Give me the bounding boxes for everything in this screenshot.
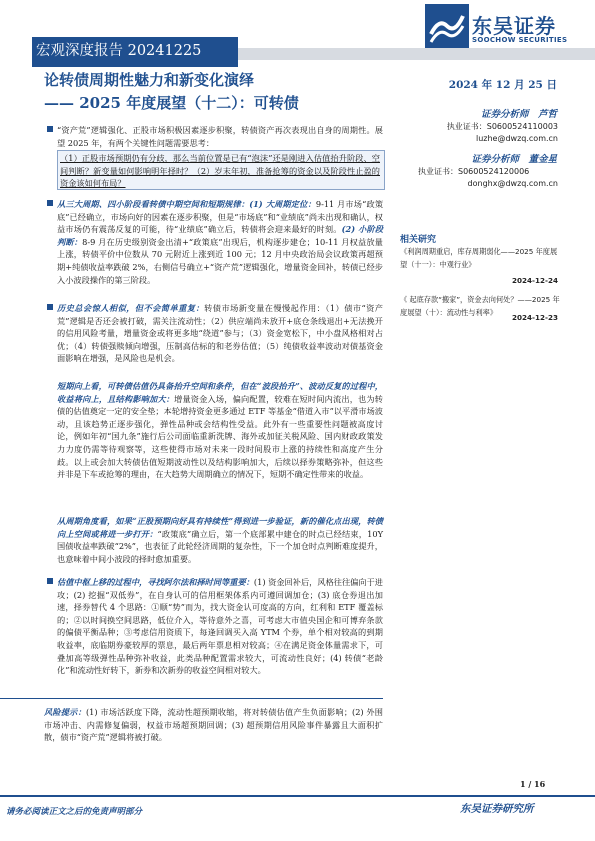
section-heading: 估值中枢上移的过程中，寻找阿尔法和择时同等重要： [57, 577, 254, 587]
logo-chinese-text: 东吴证券 [472, 14, 556, 38]
section-heading: 从三大周期、四小阶段看转债中期空间和短期规律： [57, 199, 250, 209]
analyst-1-cert: 执业证书：S0600524110003 [446, 122, 558, 131]
footer-divider [0, 795, 595, 797]
risk-text: (1) 市场活跃度下降，流动性超预期收缩，将对转债估值产生负面影响；(2) 外围市场冲击、内需修复偏弱，权益市场超预期回调；(3) 超预期信用风险事件暴露且大面积扩散，债市“资产荒”逻辑将被打破。 [44, 707, 383, 743]
section-text: “政策底”确立后，第一个底部累中建仓的时点已经结束，10Y 国债收益率跌破“2%”，也表征了此轮经济周期的复杂性，下一个加仓时点判断难度提升，也意味着中间小波段的择时愈加重要。 [57, 528, 383, 564]
section-text: 9-11 月市场“政策底”已经确立，市场向好的因素在逐步积聚，但是“市场底”和“业绩底”尚未出现和确认，权益市场仍有震荡反复的可能，待“业绩底”确立后，转债将会迎来最好的时刻。 [57, 199, 384, 235]
disclaimer-note: 请务必阅读正文之后的免责声明部分 [6, 807, 143, 817]
section-alpha-timing [57, 576, 383, 677]
questions-text: （1）正股市场预期仍有分歧，那么当前位置是已有“泡沫”还是刚进入估值抬升阶段、空间判断？新变量如何影响明年择时？（2）岁末年初，准备抢筹的资金以及阶段性止盈的资金该如何布局？ [60, 153, 380, 189]
institute-name: 东吴证券研究所 [460, 803, 534, 815]
related-research-title: 相关研究 [400, 235, 437, 245]
header-grey-bar [238, 48, 595, 60]
section-three-cycles [57, 198, 383, 286]
analyst-2-cert: 执业证书：S0600524120006 [418, 167, 530, 176]
report-type: 宏观深度报告 20241225 [36, 43, 202, 59]
report-title: 论转债周期性魅力和新变化演绎 [44, 71, 255, 89]
analyst-2-name: 证券分析师 董金星 [471, 154, 557, 165]
intro-text: “资产荒”逻辑强化、正股市场积极因素逐步积聚，转债资产再次表现出自身的周期性。展望 2025 年，有两个关键性问题需要思考： [57, 125, 383, 148]
page-number: 1 / 16 [520, 779, 546, 789]
report-subtitle: —— 2025 年度展望（十二）：可转债 [44, 94, 299, 112]
risk-divider [0, 698, 383, 699]
bullet-marker [47, 304, 53, 310]
intro-paragraph [57, 124, 383, 149]
section-heading: 从周期角度看，如果“正股预期向好具有持续性”得到进一步验证，新的催化点出现，转债向上空间或将进一步打开： [57, 516, 383, 539]
analyst-2-email[interactable]: donghx@dwzq.com.cn [467, 179, 558, 188]
bullet-marker [47, 126, 53, 132]
bullet-marker [47, 200, 53, 206]
risk-heading: 风险提示： [44, 707, 86, 717]
analyst-1-name: 证券分析师 芦哲 [480, 109, 557, 120]
section-heading: 历史总会惊人相似，但不会简单重复： [57, 303, 205, 313]
section-text: 8-9 月在历史级别资金出清+“政策底”出现后，机构逐步建仓；10-11 月权益放量上涨，转债平价中位数从 70 元附近上涨到近 100 元；12 月中央政治局会议政策再超预期+纯债收益率跌破 2%，右侧信号确立+“资产荒”逻辑强化，增量资金回补，转债已经步入小波段操作的第三阶段。 [57, 236, 383, 285]
soochow-logo-icon [425, 4, 469, 48]
bullet-marker [47, 578, 53, 584]
analyst-1-email[interactable]: luzhe@dwzq.com.cn [475, 134, 558, 143]
section-text: 转债市场新变量在慢慢起作用：（1）债市“资产荒”逻辑是否还会被打破，需关注流动性；（2）供应端尚未放开+底仓条线退出+无法挽开的信用风险考量，增量资金或将更多地“绕道”参与；（3）资金宽松下，中小盘风格相对占优；（4）转债强赎倾向增强，压制高估标的和老券估值；（5）纯债收益率波动对债基资金面影响在增强，是风险也是机会。 [57, 303, 383, 364]
report-date: 2024 年 12 月 25 日 [448, 79, 557, 91]
section-short-term [57, 380, 383, 481]
section-subheading: (1) 大周期定位： [249, 199, 316, 209]
section-text: 增量资金入场，偏向配置，较难在短时间内流出，也为转债的估值奠定一定的安全垫；本轮增持资金更多通过 ETF 等基金“借道入市”以平滑市场波动，且该趋势正逐步强化，弹性品种或会结构性受益。此外有一些重要性问题被高度讨论，例如年初“国九条”施行后公司面临重新洗牌、海外或加征关税风险、国内财政政策发力力度仍需等待观察等，这些使得市场对未来一段时间股市上涨的持续性和高度产生分歧。以上或会加大转债估值短期波动性以及结构影响加大，后续以择券策略弥补，但这些并非是下车或抢筹的理由，在大趋势大周期确立的情况下，短期不确定性带来的收益。 [57, 393, 383, 480]
related-research-item[interactable]: 《 起底存款“搬家”，资金去向何处？——2025 年度展望（十）：流动性与利率》 [400, 295, 560, 317]
section-history [57, 302, 383, 365]
section-heading: 短期向上看，可转债估值仍具备抬升空间和条件，但在“波段抬升”、波动反复的过程中，收益将向上，且结构影响加大： [57, 381, 383, 404]
section-cycle-view [57, 515, 383, 565]
related-research-date: 2024-12-24 [512, 276, 558, 285]
risk-warning [44, 706, 383, 744]
section-subheading: (2) 小阶段判断： [57, 224, 384, 247]
related-research-item[interactable]: 《利润周期重启，库存周期弱化——2025 年度展望（十一）：中观行业》 [400, 247, 558, 269]
logo-english-text: SOOCHOW SECURITIES [472, 36, 568, 44]
related-research-date: 2024-12-23 [512, 313, 558, 322]
section-text: (1) 资金回补后，风格往往偏向于进攻；(2) 挖掘“双低券”，在自身认可的信用框架体系内可遵回调加仓；(3) 底仓券退出加速，择券替代 4 个思路：①顺“势”而为，找大资金认可度高的方向，红利和 ETF 覆盖标的；②以时间换空间思路，低位介入，等待意外之喜，可考虑大市值央国企和可博弃条款的偏债平衡品种；③考虑信用资质下，每逢回调买入高 YTM 个券，单个相对较高的到期收益率，底临期券豪较厚的票息，最后两年票息相对较高；④在满足资金体量需求下，可叠加高等级弹性品种弥补收益，此类品种配置需求较大，可流动性良好；(4) 转债“老龄化”和流动性好转下，新券和次新券的收益空间相对较大。 [57, 577, 383, 676]
